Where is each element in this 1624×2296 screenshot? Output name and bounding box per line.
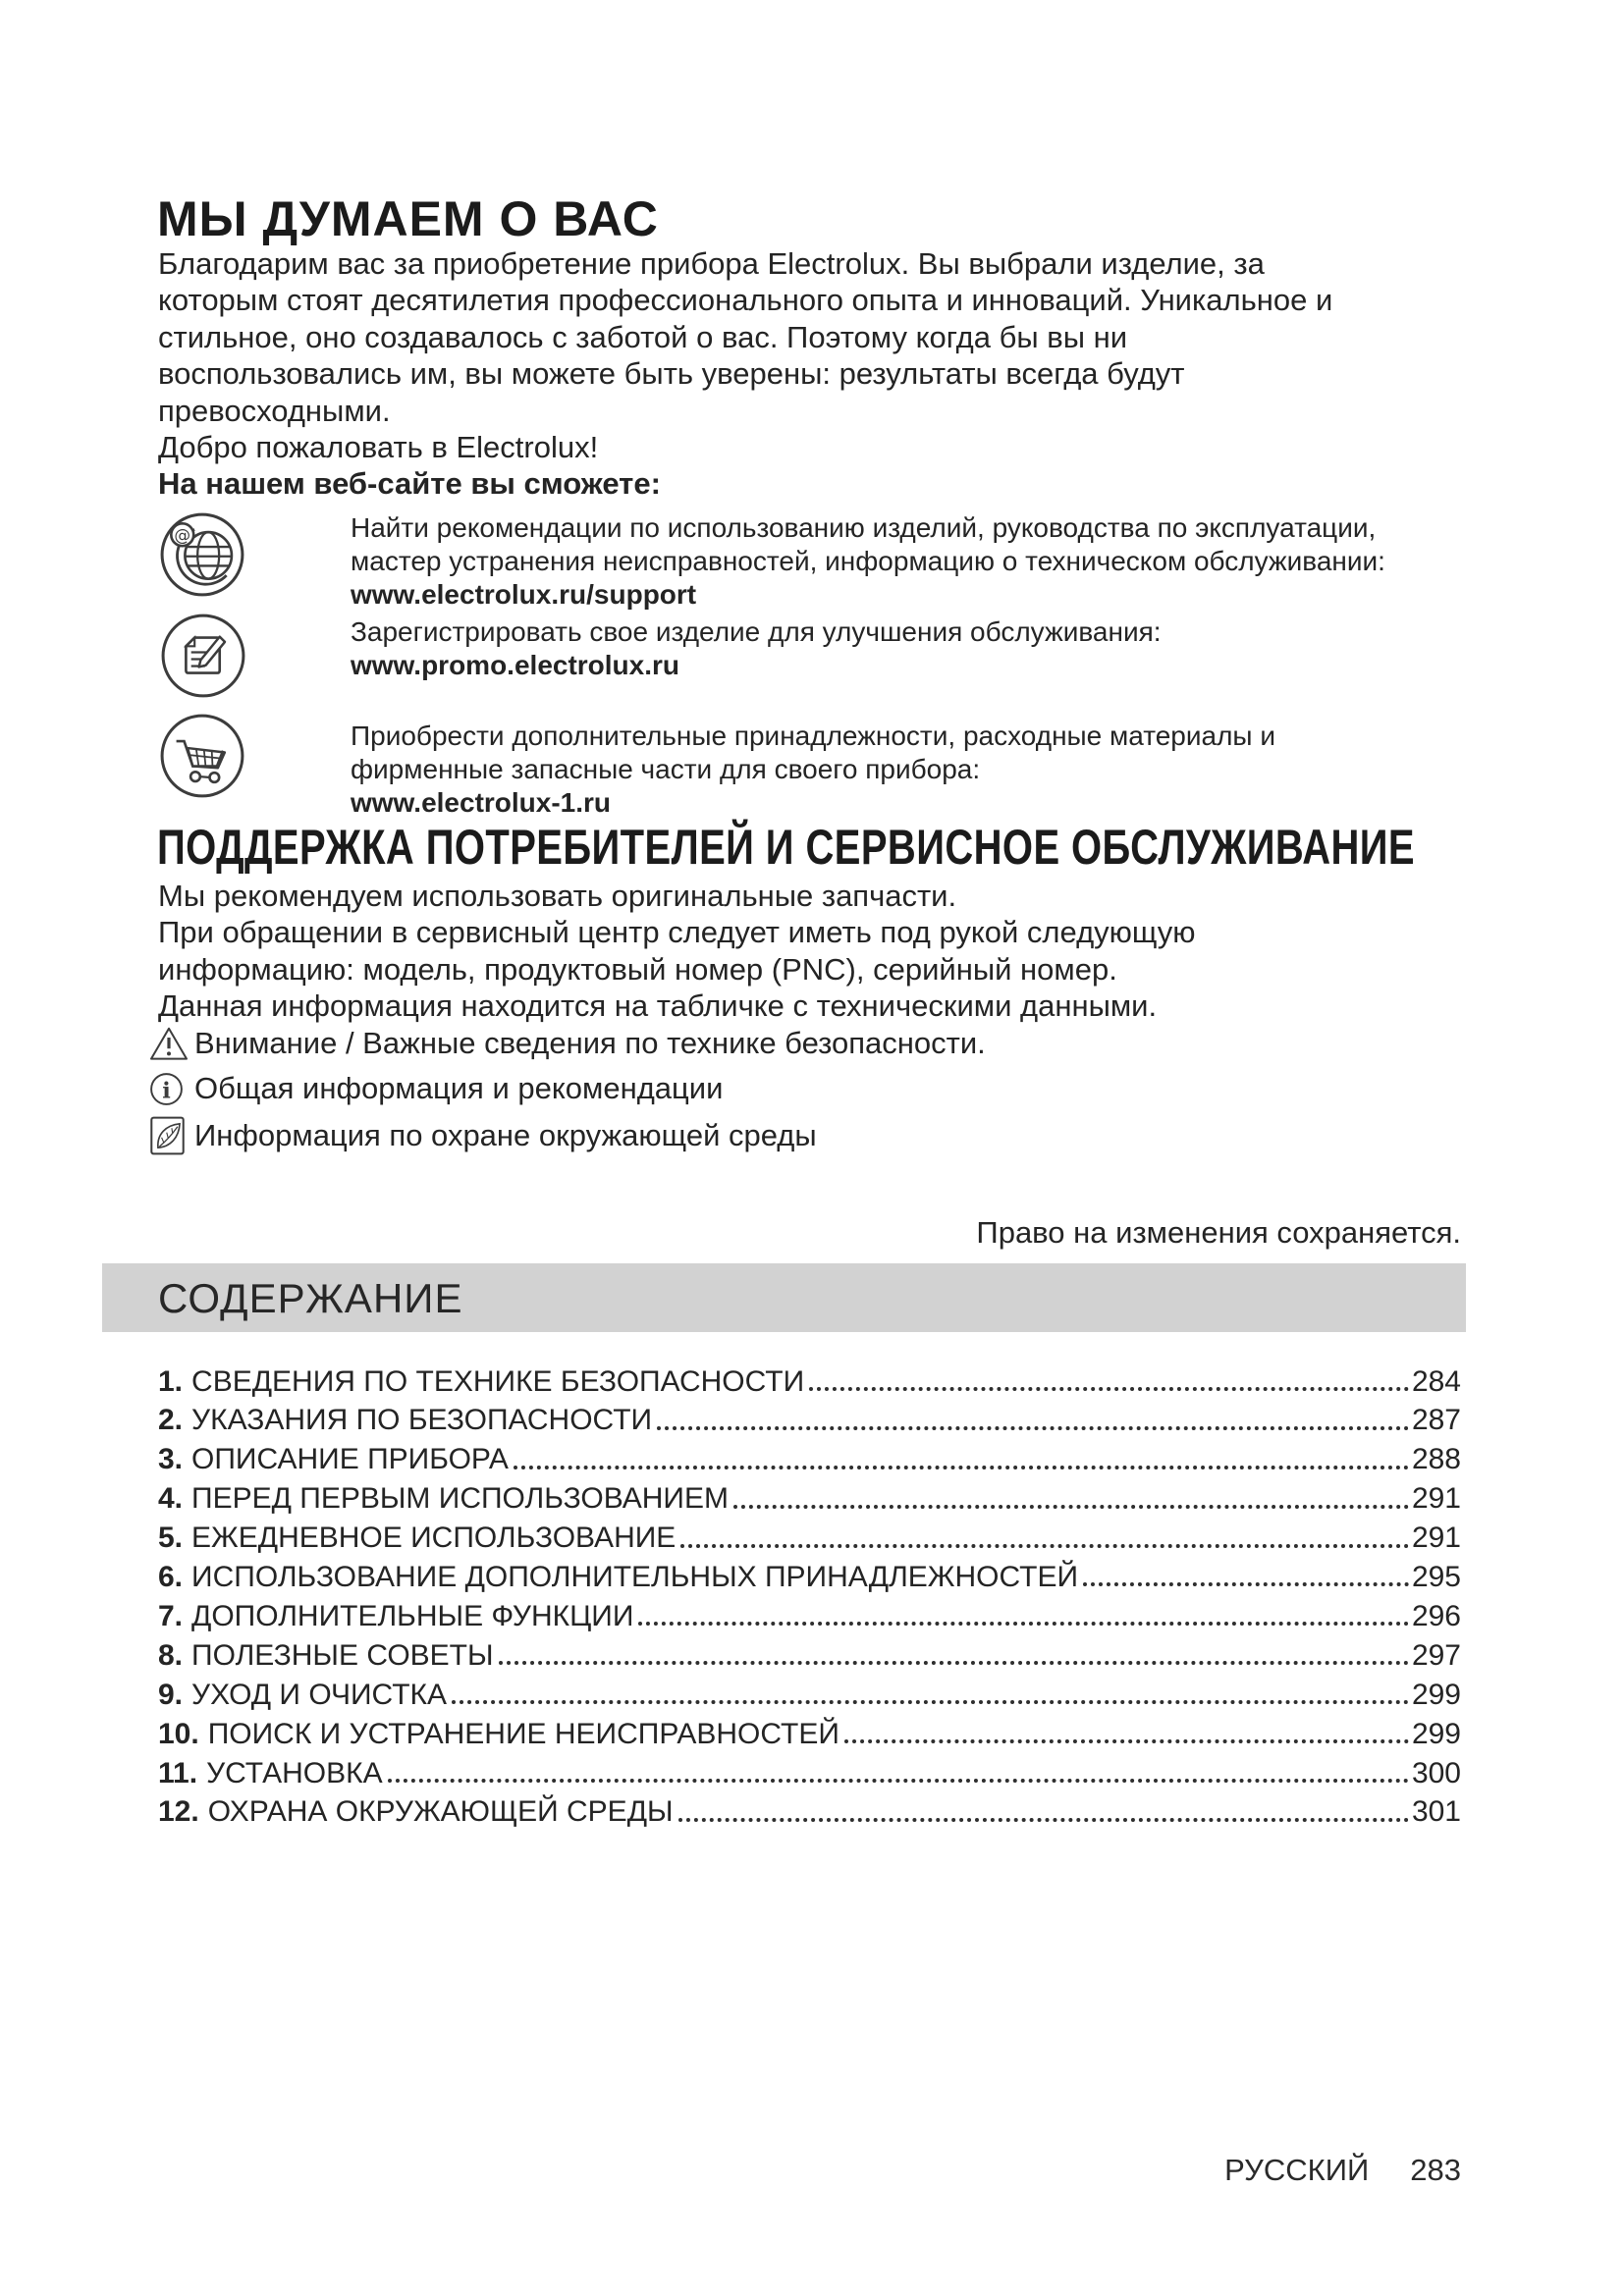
toc-dot-leader	[499, 1661, 1409, 1665]
intro-line: превосходными.	[158, 393, 391, 428]
toc-entry-number: 4.	[158, 1482, 184, 1516]
intro-line: которым стоят десятилетия профессионального опыта и инноваций. Уникальное и	[158, 283, 1333, 318]
toc-entry-label: ОПИСАНИЕ ПРИБОРА	[191, 1443, 509, 1476]
toc-entry-number: 8.	[158, 1638, 184, 1672]
toc-entry-label: УКАЗАНИЯ ПО БЕЗОПАСНОСТИ	[191, 1404, 653, 1437]
intro-line: Благодарим вас за приобретение прибора Electrolux. Вы выбрали изделие, за	[158, 246, 1265, 281]
toc-entry-page: 301	[1411, 1795, 1461, 1829]
support-line: информацию: модель, продуктовый номер (PNC), серийный номер.	[158, 951, 1117, 987]
support-url: www.electrolux.ru/support	[351, 578, 697, 610]
rights-reserved-note: Право на изменения сохраняется.	[976, 1215, 1461, 1250]
svg-text:i: i	[162, 1078, 171, 1104]
toc-entry	[158, 1593, 1461, 1632]
svg-text:@: @	[174, 524, 191, 545]
toc-dot-leader	[657, 1426, 1409, 1430]
toc-entry	[158, 1437, 1461, 1476]
toc-dot-leader	[733, 1505, 1409, 1509]
toc-entry-number: 12.	[158, 1795, 199, 1829]
web-row-line: Найти рекомендации по использованию изделий, руководства по эксплуатации,	[351, 512, 1377, 543]
toc-entry	[158, 1789, 1461, 1829]
toc-entry-label: ДОПОЛНИТЕЛЬНЫЕ ФУНКЦИИ	[191, 1599, 634, 1632]
toc-entry-number: 11.	[158, 1756, 198, 1789]
toc-entry-page: 291	[1411, 1482, 1461, 1516]
web-row-line: Приобрести дополнительные принадлежности, расходные материалы и	[351, 721, 1275, 751]
intro-paragraph	[158, 245, 1332, 503]
toc-entry-page: 287	[1411, 1404, 1461, 1437]
note-eco	[149, 1111, 817, 1160]
web-row-line: мастер устранения неисправностей, информацию о техническом обслуживании:	[351, 545, 1385, 576]
toc-entry-page: 297	[1411, 1638, 1461, 1672]
toc-entry-number: 10.	[158, 1717, 199, 1750]
intro-website-lead: На нашем веб-сайте вы сможете:	[158, 466, 661, 502]
section-title-we-think-of-you: МЫ ДУМАЕМ О ВАС	[157, 191, 659, 246]
toc-entry-number: 6.	[158, 1561, 184, 1594]
toc-entry	[158, 1359, 1461, 1398]
warning-icon	[149, 1026, 194, 1061]
toc-entry-page: 295	[1411, 1561, 1461, 1594]
footer-language-label: РУССКИЙ	[1224, 2153, 1370, 2187]
toc-entry-number: 5.	[158, 1522, 184, 1555]
toc-entry-page: 288	[1411, 1443, 1461, 1476]
table-of-contents	[158, 1359, 1461, 1829]
toc-entry-label: ЕЖЕДНЕВНОЕ ИСПОЛЬЗОВАНИЕ	[191, 1522, 677, 1555]
toc-dot-leader	[452, 1700, 1409, 1704]
register-icon	[160, 613, 246, 699]
toc-entry-number: 9.	[158, 1678, 184, 1711]
toc-dot-leader	[809, 1387, 1409, 1391]
toc-entry-page: 299	[1411, 1717, 1461, 1750]
toc-entry-page: 284	[1411, 1364, 1461, 1398]
toc-dot-leader	[844, 1739, 1409, 1743]
toc-entry	[158, 1750, 1461, 1789]
toc-entry-number: 2.	[158, 1404, 184, 1437]
support-line: При обращении в сервисный центр следует иметь под рукой следующую	[158, 915, 1196, 950]
section-title-customer-care: ПОДДЕРЖКА ПОТРЕБИТЕЛЕЙ И СЕРВИСНОЕ ОБСЛУЖИВАНИЕ	[157, 820, 1416, 875]
web-row-register	[351, 615, 1162, 682]
toc-entry	[158, 1476, 1461, 1516]
toc-dot-leader	[1083, 1582, 1409, 1586]
contents-header-label: СОДЕРЖАНИЕ	[158, 1275, 463, 1321]
info-icon	[149, 1072, 194, 1106]
toc-dot-leader	[514, 1466, 1409, 1469]
note-warning-text: Внимание / Важные сведения по технике безопасности.	[194, 1026, 986, 1060]
toc-entry-number: 3.	[158, 1443, 184, 1476]
intro-line: воспользовались им, вы можете быть уверены: результаты всегда будут	[158, 356, 1185, 392]
toc-entry-label: ПОИСК И УСТРАНЕНИЕ НЕИСПРАВНОСТЕЙ	[207, 1717, 839, 1750]
toc-dot-leader	[638, 1622, 1409, 1626]
support-line: Данная информация находится на табличке с техническими данными.	[158, 988, 1158, 1024]
globe-at-icon	[159, 511, 245, 598]
toc-entry-label: УСТАНОВКА	[206, 1756, 383, 1789]
toc-entry-page: 296	[1411, 1599, 1461, 1632]
toc-entry-label: ОХРАНА ОКРУЖАЮЩЕЙ СРЕДЫ	[207, 1795, 674, 1829]
toc-dot-leader	[388, 1779, 1409, 1783]
web-row-shop	[351, 720, 1275, 819]
support-line: Мы рекомендуем использовать оригинальные запчасти.	[158, 879, 957, 913]
note-warning	[149, 1023, 986, 1064]
toc-dot-leader	[678, 1818, 1409, 1822]
toc-entry	[158, 1555, 1461, 1594]
toc-entry	[158, 1711, 1461, 1750]
web-row-support	[351, 511, 1385, 611]
toc-entry-label: ПЕРЕД ПЕРВЫМ ИСПОЛЬЗОВАНИЕМ	[191, 1482, 729, 1516]
toc-entry	[158, 1398, 1461, 1437]
contents-header-bar	[102, 1263, 1466, 1332]
toc-entry-number: 7.	[158, 1599, 184, 1632]
shop-url: www.electrolux-1.ru	[351, 786, 612, 818]
toc-entry	[158, 1516, 1461, 1555]
footer-page-number: 283	[1410, 2153, 1461, 2187]
toc-entry-page: 300	[1411, 1756, 1461, 1789]
intro-line: стильное, оно создавалось с заботой о вас. Поэтому когда бы вы ни	[158, 319, 1128, 354]
note-eco-text: Информация по охране окружающей среды	[194, 1118, 817, 1152]
register-url: www.promo.electrolux.ru	[351, 649, 680, 680]
toc-entry	[158, 1632, 1461, 1672]
toc-entry-label: СВЕДЕНИЯ ПО ТЕХНИКЕ БЕЗОПАСНОСТИ	[191, 1364, 805, 1398]
eco-icon	[149, 1115, 194, 1156]
page-footer	[1224, 2153, 1461, 2188]
toc-entry	[158, 1672, 1461, 1711]
toc-entry-label: УХОД И ОЧИСТКА	[191, 1678, 448, 1711]
web-row-line: Зарегистрировать свое изделие для улучшения обслуживания:	[351, 616, 1162, 647]
toc-entry-page: 291	[1411, 1522, 1461, 1555]
toc-entry-label: ИСПОЛЬЗОВАНИЕ ДОПОЛНИТЕЛЬНЫХ ПРИНАДЛЕЖНОСТЕЙ	[191, 1561, 1079, 1594]
note-info-text: Общая информация и рекомендации	[194, 1071, 724, 1105]
cart-icon	[159, 713, 245, 799]
toc-entry-page: 299	[1411, 1678, 1461, 1711]
web-row-line: фирменные запасные части для своего прибора:	[351, 753, 981, 784]
note-info	[149, 1069, 723, 1108]
toc-dot-leader	[680, 1544, 1409, 1548]
toc-entry-label: ПОЛЕЗНЫЕ СОВЕТЫ	[191, 1638, 494, 1672]
intro-line: Добро пожаловать в Electrolux!	[158, 429, 599, 464]
toc-entry-number: 1.	[158, 1364, 184, 1398]
support-paragraph	[158, 878, 1196, 1025]
